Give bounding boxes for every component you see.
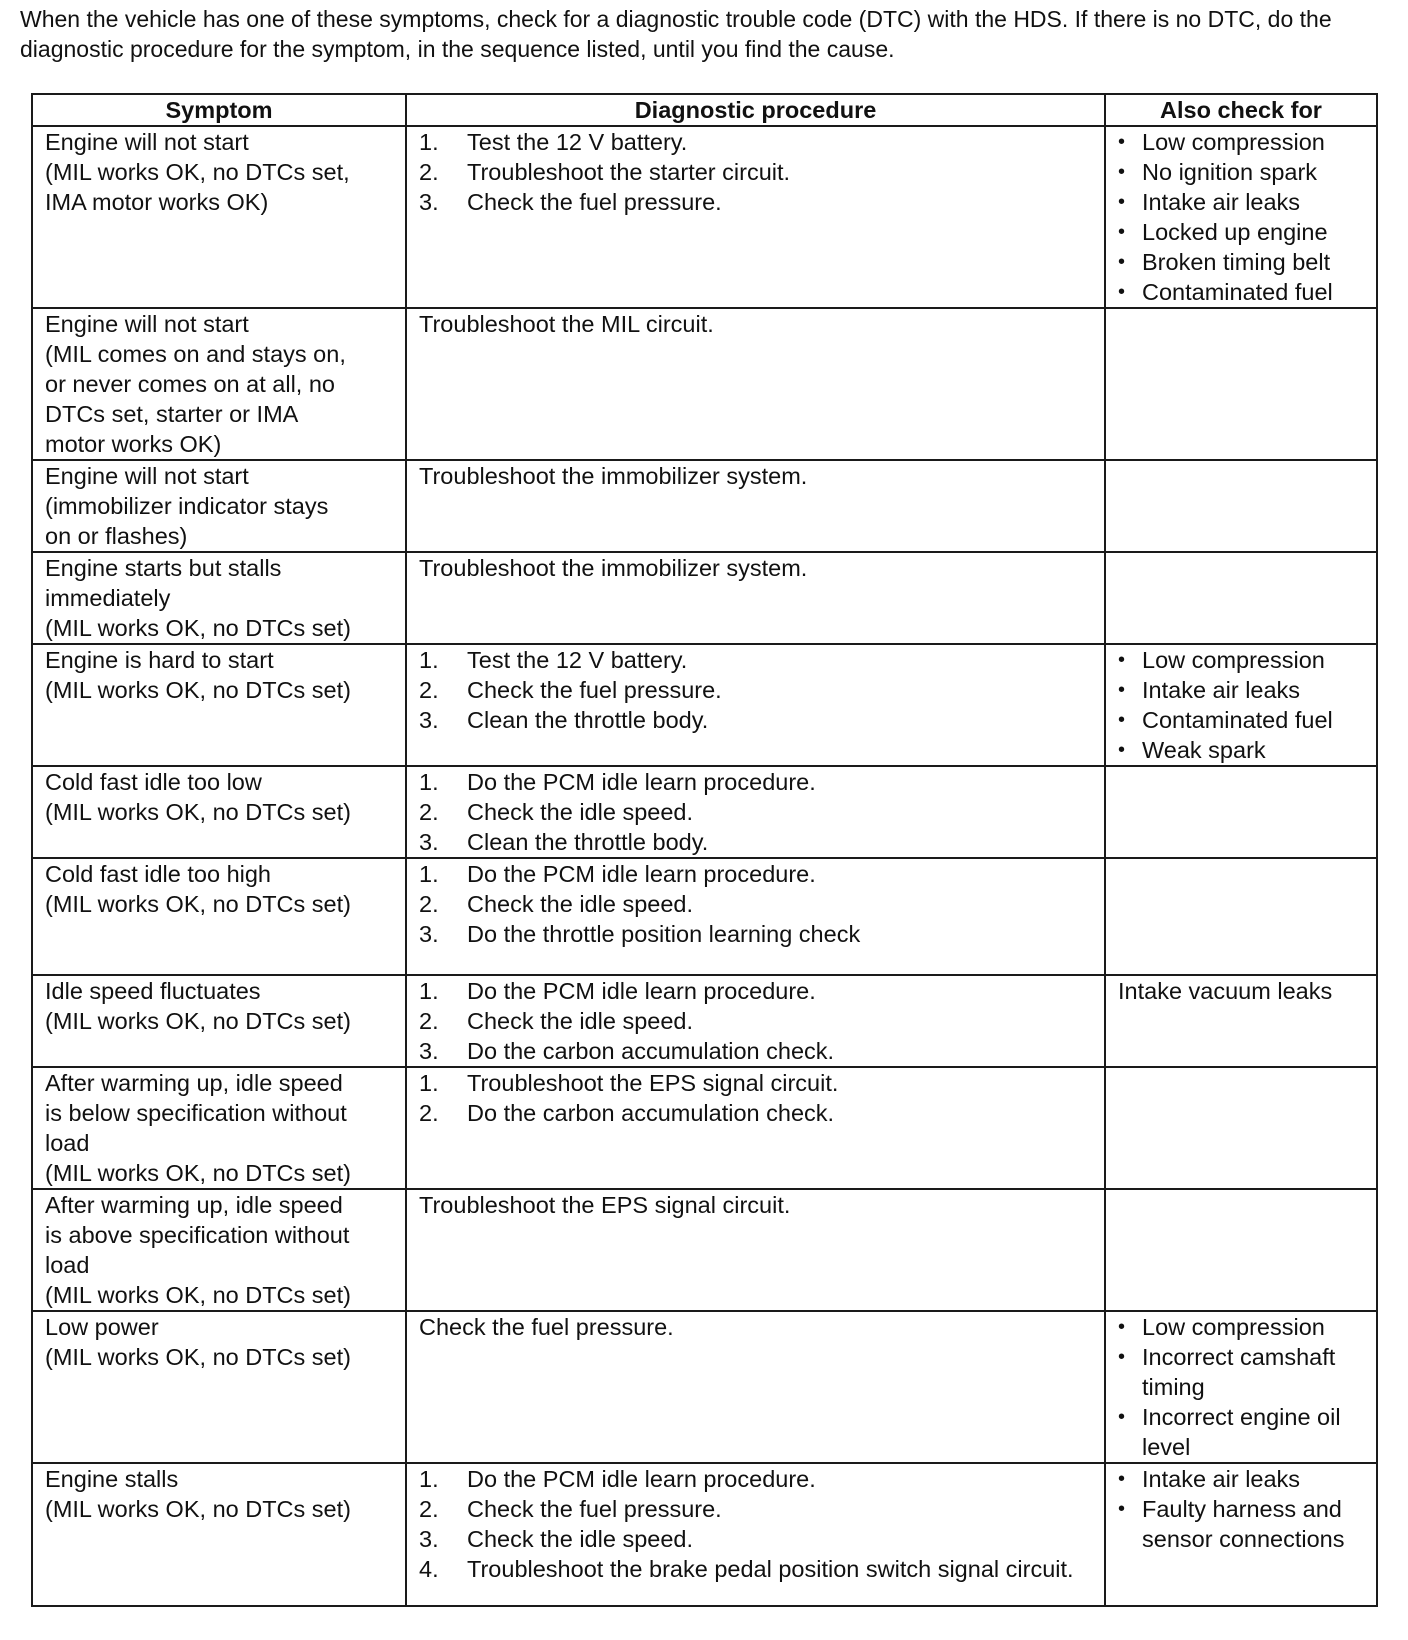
procedure-steps bbox=[419, 859, 1098, 949]
also-check-list bbox=[1118, 645, 1370, 765]
symptom-text: DTCs set, starter or IMA bbox=[45, 401, 299, 427]
procedure-step bbox=[419, 157, 1098, 187]
symptom-text: Cold fast idle too low bbox=[45, 769, 262, 795]
step-text: Test the 12 V battery. bbox=[467, 647, 688, 673]
step-number: 1. bbox=[419, 978, 439, 1004]
also-check-cell bbox=[1105, 126, 1377, 308]
procedure-text: Troubleshoot the MIL circuit. bbox=[419, 311, 714, 337]
table-row bbox=[32, 975, 1377, 1067]
also-check-item bbox=[1118, 217, 1370, 247]
symptom-text: (MIL works OK, no DTCs set) bbox=[45, 891, 351, 917]
bullet-icon: • bbox=[1118, 251, 1126, 273]
procedure-text: Check the fuel pressure. bbox=[419, 1314, 674, 1340]
procedure-step bbox=[419, 859, 1098, 889]
table-header-row bbox=[32, 94, 1377, 126]
step-text: Do the PCM idle learn procedure. bbox=[467, 978, 816, 1004]
table-row bbox=[32, 308, 1377, 460]
symptom-text: Engine will not start bbox=[45, 463, 249, 489]
procedure-step bbox=[419, 976, 1098, 1006]
also-check-cell bbox=[1105, 766, 1377, 858]
symptom-text: immediately bbox=[45, 585, 171, 611]
symptom-text: load bbox=[45, 1252, 90, 1278]
procedure-step bbox=[419, 1524, 1098, 1554]
intro-paragraph: When the vehicle has one of these symptoms, check for a diagnostic trouble code (DTC) with the HDS. If there is no DTC, do the diagnostic procedure for the symptom, in the sequence listed, until you find the cause. bbox=[20, 6, 1332, 62]
symptom-text: Engine stalls bbox=[45, 1466, 179, 1492]
procedure-cell bbox=[406, 552, 1105, 644]
also-check-list bbox=[1118, 1464, 1370, 1554]
step-text: Do the carbon accumulation check. bbox=[467, 1100, 835, 1126]
procedure-step bbox=[419, 889, 1098, 919]
procedure-cell bbox=[406, 1463, 1105, 1606]
also-check-item bbox=[1118, 187, 1370, 217]
step-text: Test the 12 V battery. bbox=[467, 129, 688, 155]
step-number: 3. bbox=[419, 921, 439, 947]
step-text: Check the idle speed. bbox=[467, 1526, 694, 1552]
also-check-text: Intake air leaks bbox=[1142, 677, 1301, 703]
header-symptom: Symptom bbox=[32, 94, 406, 126]
table-row bbox=[32, 766, 1377, 858]
procedure-text: Troubleshoot the immobilizer system. bbox=[419, 555, 808, 581]
bullet-icon: • bbox=[1118, 1498, 1126, 1520]
bullet-icon: • bbox=[1118, 679, 1126, 701]
table-row bbox=[32, 858, 1377, 975]
procedure-step bbox=[419, 1098, 1098, 1128]
also-check-text: Low compression bbox=[1142, 1314, 1325, 1340]
step-number: 3. bbox=[419, 189, 439, 215]
step-number: 2. bbox=[419, 1496, 439, 1522]
symptom-text: or never comes on at all, no bbox=[45, 371, 335, 397]
symptom-text: is below specification without bbox=[45, 1100, 347, 1126]
bullet-icon: • bbox=[1118, 191, 1126, 213]
symptom-cell bbox=[32, 126, 406, 308]
step-number: 3. bbox=[419, 1038, 439, 1064]
symptom-text: (MIL works OK, no DTCs set, bbox=[45, 159, 350, 185]
also-check-text: Intake air leaks bbox=[1142, 1466, 1301, 1492]
step-number: 2. bbox=[419, 677, 439, 703]
also-check-item bbox=[1118, 1402, 1370, 1462]
procedure-step bbox=[419, 127, 1098, 157]
also-check-text: Intake vacuum leaks bbox=[1118, 978, 1333, 1004]
also-check-text: Faulty harness and sensor connections bbox=[1142, 1496, 1345, 1552]
step-text: Check the fuel pressure. bbox=[467, 1496, 722, 1522]
procedure-step bbox=[419, 675, 1098, 705]
bullet-icon: • bbox=[1118, 739, 1126, 761]
procedure-text: Troubleshoot the immobilizer system. bbox=[419, 463, 808, 489]
symptom-text: (MIL works OK, no DTCs set) bbox=[45, 1160, 351, 1186]
procedure-cell bbox=[406, 1189, 1105, 1311]
symptom-text: Idle speed fluctuates bbox=[45, 978, 261, 1004]
step-number: 3. bbox=[419, 829, 439, 855]
also-check-text: Incorrect camshaft timing bbox=[1142, 1344, 1336, 1400]
table-row bbox=[32, 1189, 1377, 1311]
also-check-cell bbox=[1105, 308, 1377, 460]
symptom-cell bbox=[32, 858, 406, 975]
also-check-item bbox=[1118, 247, 1370, 277]
step-text: Do the carbon accumulation check. bbox=[467, 1038, 835, 1064]
symptom-text: (immobilizer indicator stays bbox=[45, 493, 329, 519]
also-check-cell bbox=[1105, 1189, 1377, 1311]
also-check-item bbox=[1118, 1464, 1370, 1494]
also-check-item bbox=[1118, 675, 1370, 705]
step-text: Do the PCM idle learn procedure. bbox=[467, 861, 816, 887]
also-check-cell bbox=[1105, 552, 1377, 644]
procedure-step bbox=[419, 1554, 1098, 1584]
symptom-text: (MIL works OK, no DTCs set) bbox=[45, 615, 351, 641]
also-check-item bbox=[1118, 645, 1370, 675]
step-text: Check the idle speed. bbox=[467, 1008, 694, 1034]
step-number: 1. bbox=[419, 647, 439, 673]
step-text: Clean the throttle body. bbox=[467, 829, 709, 855]
bullet-icon: • bbox=[1118, 1468, 1126, 1490]
bullet-icon: • bbox=[1118, 709, 1126, 731]
procedure-steps bbox=[419, 127, 1098, 217]
step-text: Troubleshoot the brake pedal position switch signal circuit. bbox=[467, 1556, 1074, 1582]
procedure-cell bbox=[406, 644, 1105, 766]
also-check-item bbox=[1118, 157, 1370, 187]
step-text: Clean the throttle body. bbox=[467, 707, 709, 733]
procedure-step bbox=[419, 705, 1098, 735]
step-text: Do the PCM idle learn procedure. bbox=[467, 769, 816, 795]
step-number: 2. bbox=[419, 1008, 439, 1034]
bullet-icon: • bbox=[1118, 281, 1126, 303]
table-row bbox=[32, 460, 1377, 552]
step-number: 2. bbox=[419, 159, 439, 185]
step-number: 2. bbox=[419, 1100, 439, 1126]
procedure-cell bbox=[406, 975, 1105, 1067]
step-number: 1. bbox=[419, 1466, 439, 1492]
procedure-cell bbox=[406, 460, 1105, 552]
step-text: Check the fuel pressure. bbox=[467, 677, 722, 703]
procedure-step bbox=[419, 1006, 1098, 1036]
also-check-text: Broken timing belt bbox=[1142, 249, 1331, 275]
procedure-steps bbox=[419, 976, 1098, 1066]
also-check-cell bbox=[1105, 460, 1377, 552]
table-row bbox=[32, 552, 1377, 644]
step-number: 2. bbox=[419, 891, 439, 917]
step-number: 3. bbox=[419, 707, 439, 733]
troubleshooting-table bbox=[31, 93, 1378, 1607]
procedure-step bbox=[419, 1068, 1098, 1098]
also-check-text: Contaminated fuel bbox=[1142, 707, 1333, 733]
symptom-text: Engine is hard to start bbox=[45, 647, 274, 673]
bullet-icon: • bbox=[1118, 1406, 1126, 1428]
header-diagnostic-procedure: Diagnostic procedure bbox=[406, 94, 1105, 126]
symptom-text: Engine starts but stalls bbox=[45, 555, 282, 581]
symptom-text: (MIL comes on and stays on, bbox=[45, 341, 346, 367]
also-check-cell bbox=[1105, 644, 1377, 766]
also-check-item bbox=[1118, 127, 1370, 157]
also-check-text: No ignition spark bbox=[1142, 159, 1318, 185]
symptom-cell bbox=[32, 1067, 406, 1189]
step-number: 4. bbox=[419, 1556, 439, 1582]
also-check-text: Weak spark bbox=[1142, 737, 1266, 763]
procedure-text: Troubleshoot the EPS signal circuit. bbox=[419, 1192, 791, 1218]
procedure-cell bbox=[406, 126, 1105, 308]
symptom-cell bbox=[32, 1189, 406, 1311]
step-text: Troubleshoot the EPS signal circuit. bbox=[467, 1070, 839, 1096]
procedure-cell bbox=[406, 1311, 1105, 1463]
procedure-step bbox=[419, 919, 1098, 949]
step-text: Do the throttle position learning check bbox=[467, 921, 861, 947]
step-number: 1. bbox=[419, 1070, 439, 1096]
step-text: Check the idle speed. bbox=[467, 799, 694, 825]
symptom-cell bbox=[32, 460, 406, 552]
procedure-step bbox=[419, 767, 1098, 797]
also-check-item bbox=[1118, 1494, 1370, 1554]
step-number: 3. bbox=[419, 1526, 439, 1552]
bullet-icon: • bbox=[1118, 131, 1126, 153]
procedure-cell bbox=[406, 766, 1105, 858]
symptom-text: After warming up, idle speed bbox=[45, 1070, 343, 1096]
symptom-cell bbox=[32, 975, 406, 1067]
also-check-cell bbox=[1105, 1067, 1377, 1189]
also-check-cell bbox=[1105, 975, 1377, 1067]
also-check-list bbox=[1118, 127, 1370, 307]
procedure-step bbox=[419, 187, 1098, 217]
symptom-text: Engine will not start bbox=[45, 311, 249, 337]
also-check-cell bbox=[1105, 858, 1377, 975]
procedure-steps bbox=[419, 1464, 1098, 1584]
procedure-step bbox=[419, 1464, 1098, 1494]
procedure-steps bbox=[419, 1068, 1098, 1128]
procedure-step bbox=[419, 1494, 1098, 1524]
also-check-text: Incorrect engine oil level bbox=[1142, 1404, 1341, 1460]
procedure-cell bbox=[406, 858, 1105, 975]
table-row bbox=[32, 644, 1377, 766]
step-text: Troubleshoot the starter circuit. bbox=[467, 159, 791, 185]
procedure-step bbox=[419, 827, 1098, 857]
symptom-cell bbox=[32, 1463, 406, 1606]
also-check-text: Locked up engine bbox=[1142, 219, 1328, 245]
table-row bbox=[32, 1463, 1377, 1606]
bullet-icon: • bbox=[1118, 161, 1126, 183]
step-text: Check the idle speed. bbox=[467, 891, 694, 917]
symptom-cell bbox=[32, 766, 406, 858]
step-text: Do the PCM idle learn procedure. bbox=[467, 1466, 816, 1492]
procedure-step bbox=[419, 797, 1098, 827]
symptom-text: (MIL works OK, no DTCs set) bbox=[45, 1344, 351, 1370]
symptom-cell bbox=[32, 308, 406, 460]
bullet-icon: • bbox=[1118, 1316, 1126, 1338]
table-row bbox=[32, 1311, 1377, 1463]
table-row bbox=[32, 1067, 1377, 1189]
symptom-text: Low power bbox=[45, 1314, 159, 1340]
also-check-text: Low compression bbox=[1142, 647, 1325, 673]
also-check-cell bbox=[1105, 1311, 1377, 1463]
symptom-text: (MIL works OK, no DTCs set) bbox=[45, 1496, 351, 1522]
also-check-cell bbox=[1105, 1463, 1377, 1606]
symptom-text: motor works OK) bbox=[45, 431, 222, 457]
symptom-text: (MIL works OK, no DTCs set) bbox=[45, 1282, 351, 1308]
procedure-steps bbox=[419, 645, 1098, 735]
symptom-cell bbox=[32, 644, 406, 766]
bullet-icon: • bbox=[1118, 1346, 1126, 1368]
also-check-item bbox=[1118, 735, 1370, 765]
also-check-item bbox=[1118, 277, 1370, 307]
symptom-text: Cold fast idle too high bbox=[45, 861, 272, 887]
symptom-text: is above specification without bbox=[45, 1222, 350, 1248]
table-row bbox=[32, 126, 1377, 308]
step-number: 1. bbox=[419, 129, 439, 155]
also-check-item bbox=[1118, 1342, 1370, 1402]
procedure-cell bbox=[406, 1067, 1105, 1189]
symptom-text: Engine will not start bbox=[45, 129, 249, 155]
symptom-text: IMA motor works OK) bbox=[45, 189, 269, 215]
symptom-cell bbox=[32, 552, 406, 644]
step-number: 1. bbox=[419, 769, 439, 795]
header-also-check-for: Also check for bbox=[1105, 94, 1377, 126]
step-number: 1. bbox=[419, 861, 439, 887]
symptom-text: on or flashes) bbox=[45, 523, 188, 549]
procedure-step bbox=[419, 645, 1098, 675]
bullet-icon: • bbox=[1118, 649, 1126, 671]
also-check-item bbox=[1118, 1312, 1370, 1342]
procedure-step bbox=[419, 1036, 1098, 1066]
table-body bbox=[32, 126, 1377, 1606]
also-check-text: Low compression bbox=[1142, 129, 1325, 155]
symptom-text: (MIL works OK, no DTCs set) bbox=[45, 677, 351, 703]
symptom-text: After warming up, idle speed bbox=[45, 1192, 343, 1218]
procedure-steps bbox=[419, 767, 1098, 857]
also-check-item bbox=[1118, 705, 1370, 735]
symptom-text: (MIL works OK, no DTCs set) bbox=[45, 1008, 351, 1034]
also-check-text: Intake air leaks bbox=[1142, 189, 1301, 215]
symptom-text: load bbox=[45, 1130, 90, 1156]
procedure-cell bbox=[406, 308, 1105, 460]
bullet-icon: • bbox=[1118, 221, 1126, 243]
symptom-text: (MIL works OK, no DTCs set) bbox=[45, 799, 351, 825]
step-number: 2. bbox=[419, 799, 439, 825]
also-check-text: Contaminated fuel bbox=[1142, 279, 1333, 305]
symptom-cell bbox=[32, 1311, 406, 1463]
also-check-list bbox=[1118, 1312, 1370, 1462]
step-text: Check the fuel pressure. bbox=[467, 189, 722, 215]
